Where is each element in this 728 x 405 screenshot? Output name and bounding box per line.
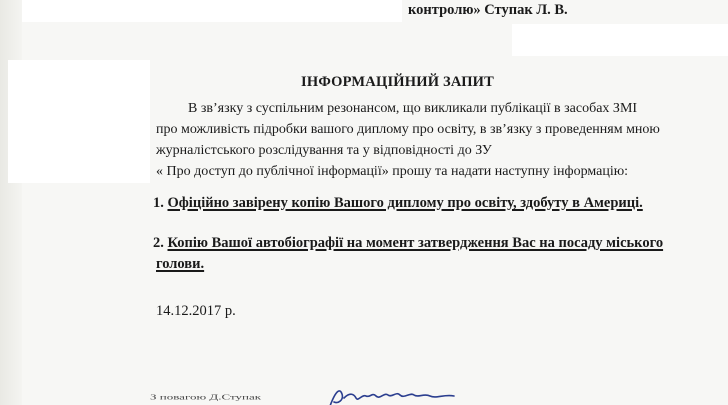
request-item-1 <box>153 195 643 212</box>
body-line: журналістського розслідування та у відповідності до ЗУ <box>156 143 492 158</box>
body-line: про можливість підробки вашого диплому про освіту, в зв’язку з проведенням мною <box>156 122 660 137</box>
document-date: 14.12.2017 р. <box>156 303 236 319</box>
request-item-2 <box>153 235 663 252</box>
redacted-area <box>22 0 402 22</box>
redacted-area <box>8 60 150 183</box>
recipient-line: контролю» Ступак Л. В. <box>408 2 568 18</box>
document-title: ІНФОРМАЦІЙНИЙ ЗАПИТ <box>301 74 495 90</box>
signature <box>326 386 458 405</box>
redacted-area <box>512 24 728 56</box>
body-line: В зв’язку з суспільним резонансом, що викликали публікації в засобах ЗМІ <box>188 101 638 116</box>
item-text: голови. <box>156 256 205 272</box>
item-text: Копію Вашої автобіографії на момент затвердження Вас на посаду міського <box>167 235 664 251</box>
item-text: Офіційно завірену копію Вашого диплому про освіту, здобуту в Америці. <box>167 195 643 211</box>
item-number: 2. <box>153 235 164 251</box>
closing-text: З повагою Д.Ступак <box>150 393 262 402</box>
item-number: 1. <box>153 195 164 211</box>
request-item-2-continued <box>156 256 204 273</box>
body-line: « Про доступ до публічної інформації» прошу та надати наступну інформацію: <box>156 164 629 179</box>
